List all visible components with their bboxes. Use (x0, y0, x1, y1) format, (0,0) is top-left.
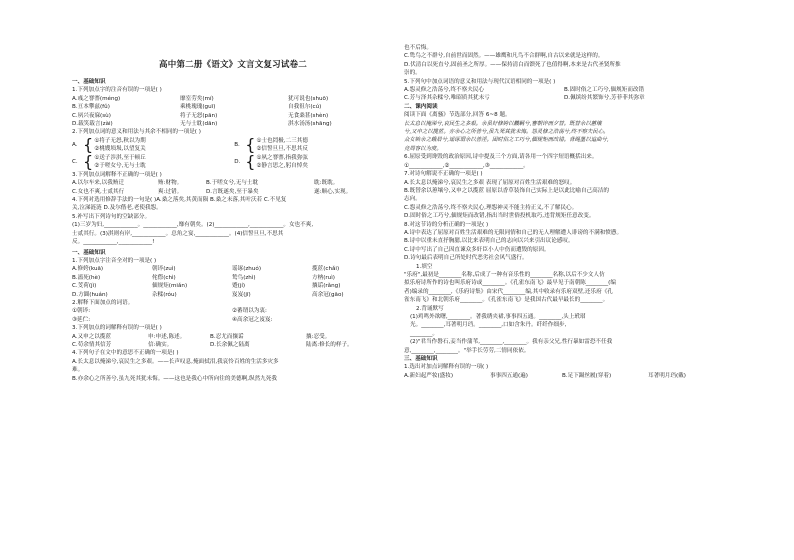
option-text: C.鸷鸟之不群兮,自前世而固然。——雄鹰和凡鸟不合群啊,自古以来就是这样的。 (404, 53, 604, 60)
option-text: 难。 (72, 367, 84, 374)
option-row (72, 265, 394, 273)
option: 岌岌(jī) (232, 291, 251, 298)
option: 自我徂尔(cú) (288, 104, 322, 111)
brace-icon: { (245, 152, 256, 172)
option: C.芳与泽其杂糅兮,唯昭质其犹未亏 (404, 95, 490, 102)
fill-blank-line: "乐府",最初是________名称,后成了一种有音乐性的________名称,以后不少文人仿 (404, 271, 605, 278)
option: 靡室劳矣(mí) (180, 95, 214, 102)
fill-blank-line: 雀东南飞》和北朝乐府________。《孔雀东南飞》是我国古代最早最长的________。 (404, 297, 609, 304)
option: A.新妇起严妆(盛妆) (404, 372, 454, 379)
section-header: 二、课内阅读 (404, 103, 438, 110)
option-row (404, 86, 726, 94)
answer-item: ①朝谇: (72, 308, 91, 315)
option-gloss: 申:申述,陈述。 (148, 333, 186, 340)
option-row (404, 94, 726, 102)
subsection-header: 2.背诵默写 (416, 305, 444, 312)
fill-blank-line: (1)鸡鸣外欲曙,________。著我绣夹裙,事事四五通。________,头上玳瑁 (410, 314, 586, 320)
option-row (72, 291, 394, 299)
passage-line: 长太息以掩涕兮,哀民生之多艰。余虽好修姱以鞿羁兮,謇朝谇而夕替。既替余以蕙壤 (404, 120, 602, 127)
option-item: ②静言思之,躬自悼矣 (256, 163, 308, 170)
option-row (72, 112, 394, 120)
option: B.固时俗之工巧兮,偭规矩而改错 (564, 87, 645, 94)
option: D.佩缤纷其繁饰兮,芳菲菲其弥章 (564, 95, 645, 102)
option: 乘桃瑰瑰(guī) (180, 104, 216, 111)
option-label: A. (72, 142, 78, 149)
option-row (72, 282, 394, 290)
section-header: 一、基础知识 (72, 79, 106, 85)
option-gloss: 爽:过错。 (158, 188, 183, 195)
option: 揽茝(chǎi) (312, 266, 340, 273)
option-row (72, 274, 394, 282)
section-header: 三、基础知识 (404, 356, 438, 363)
question-stem: 1.下列加点字的注音有误的一项是( ) (72, 87, 162, 94)
option-gloss: 遂:顺心,实现。 (314, 188, 352, 195)
option: 淇水汤汤(shāng) (288, 121, 332, 128)
option: C.女也不爽,士贰其行 (72, 188, 125, 195)
option-text: 也不后悔。 (404, 45, 432, 51)
option-item: ②桃嫂埙埙,以望复关 (94, 146, 146, 153)
question-stem: 8.对这节诗的分析正确的一项是( ) (404, 221, 489, 228)
fill-blank-line: 反。____________,____________! (72, 239, 155, 246)
q2-option-row (72, 137, 394, 154)
fill-blank-line: (2)"君当作磐石,妾当作蒲苇,________,________。我有亲父兄,性行暴如雷恐不任我 (410, 339, 613, 346)
fill-blank-line: 者)编录的________,《乐府诗集》由宋代________编,其中收录有乐府双壁,还乐府《孔 (404, 288, 613, 295)
option-row (72, 103, 394, 111)
option: C.苟余情其信芳 (72, 341, 112, 348)
question-stem: 1.选出对加点词解释有误的一项( ) (404, 364, 489, 371)
option-row (72, 120, 394, 128)
fill-blank-line: (1)三岁为妇,____________。____________,靡有朝矣。(2)____________,____________。女也不爽, (72, 222, 314, 229)
option-pair (94, 137, 234, 153)
option: D.言既遂矣,至于暴矣 (206, 188, 259, 195)
section-header: 一、基础知识 (72, 249, 106, 256)
option: 蹙(jí) (232, 283, 246, 290)
option-row (72, 333, 394, 341)
option-row (72, 95, 394, 103)
reading-instructions: 阅读下面《离骚》节选部分,回答 6~8 题。 (404, 112, 511, 119)
fill-blank-line: 意,________,________。"举手长劳劳,二情同依依。 (404, 347, 530, 354)
question-text: 关,泣涕涟涟 D.及尔偕老,老使我怨。 (72, 205, 162, 212)
option-label: B. (234, 142, 240, 149)
brace-icon: { (83, 135, 94, 155)
question-stem: 4.下列句子在文中的意思不正确的一项是( ) (72, 350, 179, 357)
option: B.亘本攀兹(fǔ) (72, 104, 110, 111)
option-text: B.亦余心之所善兮,虽九死其犹未悔。——这也是我心中所向往的美德啊,纵然九死我 (72, 375, 277, 382)
option-pair (94, 154, 234, 170)
option: 杂糅(róu) (152, 291, 177, 298)
fill-blank-line: 拟乐府诗所作的诗也叫乐府诗或________。《孔雀东南飞》最早见于南朝陈________(编 (404, 280, 616, 287)
option-row (72, 179, 394, 187)
option: A.以尔车来,以我贿迁 (72, 180, 125, 187)
option-label: D. (234, 159, 241, 166)
option-text: B.既替余以蕙壤兮,又申之以揽茝 屈原以香草装饰自己实际上是以此比喻自己高洁的 (404, 187, 609, 194)
question-stem: 3.下列加点词解释不正确的一项是( ) (72, 171, 162, 178)
option: 高余冠(gāo) (312, 291, 344, 298)
option: 无食桑葚(shèn) (288, 112, 329, 119)
passage-line: 竞周容以为度。 (404, 145, 442, 152)
option-item: ②于嗟女兮,无与士耽 (94, 163, 146, 170)
option: 事事四五通(遍) (490, 372, 528, 379)
option-text: 崇的。 (404, 70, 421, 77)
question-text: 4.下列对选用修辞手法的一句是( )A.桑之落矣,其黄而陨 B.桑之未落,其叶沃若 C.不见复 (72, 197, 287, 204)
answer-row (72, 316, 394, 324)
option: 朝谇(zuì) (152, 266, 176, 273)
question-stem: 7.对诗句解说不正确的一项是( ) (404, 171, 483, 178)
option: C.芰荷(jì) (72, 283, 97, 290)
question-stem: 5.补写出下列诗句的空缺部分。 (72, 213, 151, 220)
option: 方枘(ruì) (312, 274, 335, 281)
question-stem: 6.屈原受到谗毁的政治原因,诗中提及三个方面,请各用一个四字短语概括出来。 (404, 154, 598, 161)
option-gloss: 耽:既耽。 (314, 180, 339, 187)
option: 无与士耽(dān) (180, 121, 218, 128)
option-row (72, 341, 394, 349)
option: 犹可说也(shuō) (288, 95, 329, 102)
option-item: ①将子无怒,秋以为期 (94, 138, 146, 145)
fill-blank-line: 光。________,耳著明月珰。________,口如含朱丹。纤纤作细步, (410, 322, 567, 329)
option-gloss: 信:确实。 (148, 341, 173, 348)
option: 谣诼(zhuó) (232, 266, 262, 273)
option-text: A.长太息以掩涕兮,哀民生之多艰 表现了屈原对百姓生活艰难的怒叹。 (404, 179, 576, 186)
option: 攘诟(rǎng) (312, 283, 341, 290)
q1-options (72, 95, 394, 129)
option-text: D.诗句最后表明自己所处时代恶劣社会风气盛行。 (404, 255, 528, 262)
option: 偭规矩(miǎn) (152, 283, 188, 290)
answer-item: ②蕃谓以为衷: (232, 308, 267, 315)
option-text: 志向。 (404, 196, 421, 203)
option-label: C. (72, 159, 78, 166)
question-stem: 1.下列加点字注音全对的一项是( ) (72, 257, 157, 264)
option-text: C.怨灵修之浩荡兮,终不察夫民心,理怨神灵不能主持正义,不了解民心。 (404, 204, 578, 211)
option: C.夙兴夜寐(sù) (72, 112, 111, 119)
page-title: 高中第二册《语文》文言文复习试卷二 (159, 60, 307, 70)
subsection-header: 1.填空 (416, 263, 433, 270)
option-gloss: 攘:忍受。 (306, 333, 331, 340)
option: B.足下蹑丝履(穿着) (562, 372, 612, 379)
option-pair (256, 154, 308, 170)
right-column (404, 44, 726, 380)
option: B.溘死(hè) (72, 274, 101, 281)
option-text: D.固时俗之工巧兮,偭规矩而改错,指出当时世俗投机取巧,违背规矩任意改变。 (404, 213, 595, 220)
passage-line: 众女嫉余之蛾眉兮,谣诼谓余以善淫。固时俗之工巧兮,偭规矩而改错。背绳墨以追曲兮, (404, 137, 609, 144)
answer-item: ③延伫: (72, 316, 91, 323)
option-item: ①送子涉淇,至于顿丘 (94, 155, 146, 162)
option: B.忍尤而攘诟 (210, 333, 244, 340)
reading-passage (404, 120, 726, 154)
option: D.长余佩之陆离 (210, 341, 250, 348)
option: A.又申之以揽茝 (72, 333, 112, 340)
option: D.载笑载言(zài) (72, 121, 113, 128)
brace-icon: { (83, 152, 94, 172)
option-text: B.诗中以重未直抒胸臆,以比来表明自己的志向以兴来引出议论感叹。 (404, 238, 574, 245)
option-text: A.诗中表达了屈原对百姓生活艰难的无限同情和自己的无人理解遭人诽谤的不满和愤懑。 (404, 229, 623, 236)
fill-blank-line: ①____________,②____________,③____________。 (404, 162, 529, 169)
option: 将子无怒(pān) (180, 112, 218, 119)
question-stem: 5.下列句中加点词语的意义和用法与现代汉语相同的一项是( ) (404, 78, 556, 85)
option-item: ①夙之謇謇,指我弥弦 (256, 155, 308, 162)
option-text: D.伏清白以死直兮,固前圣之所厚。——保持清白而馈死了也值得啊,本来是古代圣贤所推 (404, 61, 621, 68)
q2-option-row (72, 154, 394, 171)
option-item: ②信誓旦旦,不思其反 (256, 146, 308, 153)
question-stem: 2.下列加点词的意义和用法与其余不相同的一项是( ) (72, 129, 201, 136)
question-stem: 3.下列加点的词解释有误的一项是( ) (72, 325, 162, 332)
option: 耳著明月珰(戴) (648, 372, 686, 379)
option-row (72, 188, 394, 196)
option-item: ①士也罔极,二三其德 (256, 138, 308, 145)
option-gloss: 贿:财物。 (158, 180, 183, 187)
option: 鸷鸟(zhì) (232, 274, 256, 281)
fill-blank-line: 士贰其行。(3)淇则有岸,____________。总角之宴,____________。(4)信誓旦旦,不思其 (72, 230, 284, 237)
option-gloss: 陆离:修长的样子。 (306, 341, 353, 348)
option: 侘傺(chì) (152, 274, 176, 281)
option: B.于嗟女兮,无与士耽 (206, 180, 259, 187)
answer-item: ④高余冠之岌岌: (232, 316, 273, 323)
fill-blank-line: ________。 (410, 330, 438, 337)
option-pair (256, 137, 308, 153)
brace-icon: { (245, 135, 256, 155)
option: A.彧之謇謇(méng) (72, 95, 121, 102)
left-column (72, 78, 394, 383)
question-stem: 2.解释下面加点的词语。 (72, 299, 134, 306)
option: A.修姱(kuā) (72, 266, 104, 273)
option: A.怨灵修之浩荡兮,终不察夫民心 (404, 87, 485, 94)
option: D.方圜(huán) (72, 291, 108, 298)
option-row (404, 372, 726, 380)
option-text: C.诗中写出了自己因直谏众多奸臣小人中伤而遭毁的原因。 (404, 246, 550, 253)
answer-row (72, 307, 394, 315)
passage-line: 兮,又申之以揽茝。亦余心之所善兮,虽九死其犹未悔。怨灵修之浩荡兮,终不察夫民心。 (404, 129, 609, 136)
option-text: A.长太息以掩涕兮,哀民生之多艰。——长声叹息,掩面拭泪,我哀怜百姓的生活多灾多 (72, 358, 279, 365)
